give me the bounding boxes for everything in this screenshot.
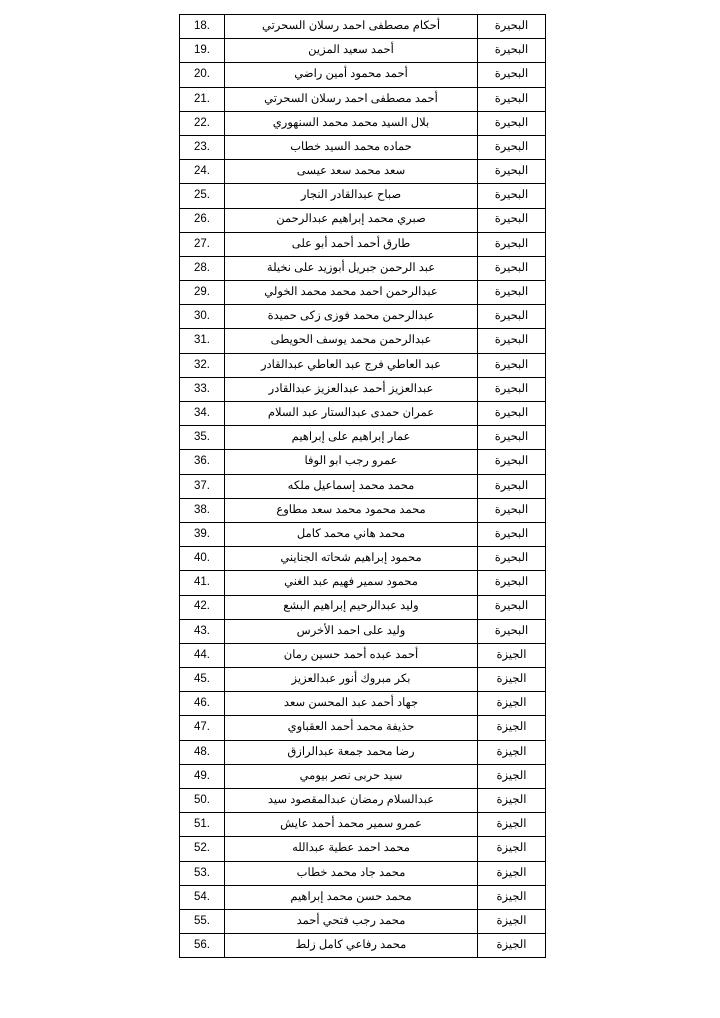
cell-number: 45. [180, 668, 225, 692]
cell-governorate: البحيرة [478, 63, 546, 87]
table-row [180, 909, 546, 933]
table-row [180, 87, 546, 111]
cell-name: سيد حربى نصر بيومي [225, 764, 478, 788]
cell-name: عبدالسلام رمضان عبدالمقصود سيد [225, 789, 478, 813]
table-row [180, 305, 546, 329]
table-row [180, 184, 546, 208]
table-row [180, 329, 546, 353]
cell-governorate: البحيرة [478, 377, 546, 401]
cell-number: 18. [180, 15, 225, 39]
cell-name: وليد على احمد الأخرس [225, 619, 478, 643]
table-row [180, 281, 546, 305]
cell-name: عبدالرحمن محمد يوسف الحويطى [225, 329, 478, 353]
cell-name: بكر مبروك أنور عبدالعزيز [225, 668, 478, 692]
cell-governorate: البحيرة [478, 184, 546, 208]
cell-name: أحمد سعيد المزين [225, 39, 478, 63]
cell-number: 20. [180, 63, 225, 87]
table-row [180, 522, 546, 546]
cell-name: محمد هاني محمد كامل [225, 522, 478, 546]
table-row [180, 547, 546, 571]
cell-governorate: الجيزة [478, 861, 546, 885]
cell-name: عبد العاطي فرج عبد العاطي عبدالقادر [225, 353, 478, 377]
table-row [180, 571, 546, 595]
cell-governorate: البحيرة [478, 353, 546, 377]
names-table-body [180, 15, 546, 958]
cell-name: محمد حسن محمد إبراهيم [225, 885, 478, 909]
cell-number: 39. [180, 522, 225, 546]
cell-name: عمرو سمير محمد أحمد عايش [225, 813, 478, 837]
cell-number: 33. [180, 377, 225, 401]
table-row [180, 63, 546, 87]
table-row [180, 861, 546, 885]
cell-name: أحمد مصطفى احمد رسلان السحرتي [225, 87, 478, 111]
table-row [180, 498, 546, 522]
cell-name: عبدالرحمن محمد فوزى زكى حميدة [225, 305, 478, 329]
cell-governorate: الجيزة [478, 909, 546, 933]
cell-number: 22. [180, 111, 225, 135]
cell-governorate: البحيرة [478, 111, 546, 135]
cell-name: صبري محمد إبراهيم عبدالرحمن [225, 208, 478, 232]
table-row [180, 208, 546, 232]
table-row [180, 813, 546, 837]
table-row [180, 619, 546, 643]
table-row [180, 934, 546, 958]
cell-number: 28. [180, 256, 225, 280]
cell-number: 50. [180, 789, 225, 813]
cell-name: جهاد أحمد عبد المحسن سعد [225, 692, 478, 716]
cell-governorate: البحيرة [478, 450, 546, 474]
cell-number: 37. [180, 474, 225, 498]
cell-governorate: البحيرة [478, 522, 546, 546]
cell-governorate: الجيزة [478, 934, 546, 958]
cell-name: رضا محمد جمعة عبدالرازق [225, 740, 478, 764]
cell-number: 40. [180, 547, 225, 571]
cell-governorate: البحيرة [478, 474, 546, 498]
cell-name: محمد احمد عطية عبدالله [225, 837, 478, 861]
cell-governorate: البحيرة [478, 329, 546, 353]
table-row [180, 426, 546, 450]
cell-name: محمود سمير فهيم عبد الغني [225, 571, 478, 595]
cell-number: 30. [180, 305, 225, 329]
cell-number: 26. [180, 208, 225, 232]
cell-number: 54. [180, 885, 225, 909]
cell-number: 52. [180, 837, 225, 861]
table-row [180, 643, 546, 667]
cell-governorate: البحيرة [478, 160, 546, 184]
cell-governorate: البحيرة [478, 305, 546, 329]
table-row [180, 668, 546, 692]
cell-number: 48. [180, 740, 225, 764]
table-row [180, 402, 546, 426]
cell-number: 43. [180, 619, 225, 643]
cell-name: حذيفة محمد أحمد العقباوي [225, 716, 478, 740]
table-row [180, 450, 546, 474]
table-row [180, 474, 546, 498]
table-row [180, 353, 546, 377]
cell-name: محمد محمد إسماعيل ملكه [225, 474, 478, 498]
table-row [180, 692, 546, 716]
cell-governorate: الجيزة [478, 885, 546, 909]
cell-name: وليد عبدالرحيم إبراهيم البشع [225, 595, 478, 619]
cell-name: أحكام مصطفى احمد رسلان السحرتي [225, 15, 478, 39]
table-row [180, 764, 546, 788]
cell-number: 35. [180, 426, 225, 450]
cell-name: محمد رفاعي كامل زلط [225, 934, 478, 958]
table-row [180, 111, 546, 135]
table-row [180, 595, 546, 619]
cell-number: 46. [180, 692, 225, 716]
cell-name: محمود إبراهيم شحاته الجنايني [225, 547, 478, 571]
cell-number: 32. [180, 353, 225, 377]
cell-governorate: الجيزة [478, 789, 546, 813]
cell-governorate: البحيرة [478, 571, 546, 595]
table-row [180, 256, 546, 280]
cell-name: محمد جاد محمد خطاب [225, 861, 478, 885]
table-row [180, 377, 546, 401]
cell-name: أحمد عبده أحمد حسين رمان [225, 643, 478, 667]
cell-governorate: الجيزة [478, 764, 546, 788]
cell-number: 56. [180, 934, 225, 958]
table-row [180, 135, 546, 159]
cell-governorate: البحيرة [478, 87, 546, 111]
cell-number: 55. [180, 909, 225, 933]
cell-name: عمران حمدى عبدالستار عبد السلام [225, 402, 478, 426]
cell-name: عبدالعزيز أحمد عبدالعزيز عبدالقادر [225, 377, 478, 401]
table-row [180, 15, 546, 39]
cell-number: 23. [180, 135, 225, 159]
cell-number: 34. [180, 402, 225, 426]
cell-governorate: الجيزة [478, 692, 546, 716]
table-row [180, 837, 546, 861]
cell-number: 49. [180, 764, 225, 788]
cell-number: 51. [180, 813, 225, 837]
cell-name: محمد رجب فتحي أحمد [225, 909, 478, 933]
cell-governorate: الجيزة [478, 813, 546, 837]
names-table [179, 14, 546, 958]
cell-governorate: البحيرة [478, 547, 546, 571]
cell-name: حماده محمد السيد خطاب [225, 135, 478, 159]
cell-governorate: البحيرة [478, 135, 546, 159]
cell-governorate: البحيرة [478, 498, 546, 522]
cell-governorate: البحيرة [478, 595, 546, 619]
cell-name: عبد الرحمن جبريل أبوزيد على نخيلة [225, 256, 478, 280]
cell-name: صباح عبدالقادر النجار [225, 184, 478, 208]
cell-name: عمار إبراهيم على إبراهيم [225, 426, 478, 450]
cell-governorate: البحيرة [478, 15, 546, 39]
cell-name: طارق أحمد أحمد أبو على [225, 232, 478, 256]
cell-name: عبدالرحمن احمد محمد محمد الخولي [225, 281, 478, 305]
cell-number: 36. [180, 450, 225, 474]
cell-number: 41. [180, 571, 225, 595]
cell-governorate: الجيزة [478, 643, 546, 667]
cell-governorate: الجيزة [478, 668, 546, 692]
cell-governorate: الجيزة [478, 837, 546, 861]
cell-name: عمرو رجب ابو الوفا [225, 450, 478, 474]
cell-governorate: البحيرة [478, 39, 546, 63]
cell-name: محمد محمود محمد سعد مطاوع [225, 498, 478, 522]
cell-number: 19. [180, 39, 225, 63]
cell-number: 53. [180, 861, 225, 885]
names-table-container [183, 14, 546, 958]
cell-name: أحمد محمود أمين راضي [225, 63, 478, 87]
table-row [180, 232, 546, 256]
table-row [180, 789, 546, 813]
cell-governorate: البحيرة [478, 232, 546, 256]
cell-governorate: البحيرة [478, 208, 546, 232]
table-row [180, 740, 546, 764]
cell-governorate: الجيزة [478, 740, 546, 764]
cell-number: 27. [180, 232, 225, 256]
table-row [180, 39, 546, 63]
cell-number: 31. [180, 329, 225, 353]
cell-number: 44. [180, 643, 225, 667]
cell-governorate: الجيزة [478, 716, 546, 740]
table-row [180, 716, 546, 740]
cell-name: بلال السيد محمد محمد السنهوري [225, 111, 478, 135]
cell-governorate: البحيرة [478, 256, 546, 280]
table-row [180, 160, 546, 184]
cell-governorate: البحيرة [478, 281, 546, 305]
cell-governorate: البحيرة [478, 426, 546, 450]
cell-number: 42. [180, 595, 225, 619]
cell-number: 38. [180, 498, 225, 522]
cell-governorate: البحيرة [478, 619, 546, 643]
table-row [180, 885, 546, 909]
cell-number: 24. [180, 160, 225, 184]
cell-number: 21. [180, 87, 225, 111]
cell-governorate: البحيرة [478, 402, 546, 426]
cell-number: 29. [180, 281, 225, 305]
cell-number: 47. [180, 716, 225, 740]
cell-number: 25. [180, 184, 225, 208]
cell-name: سعد محمد سعد عيسى [225, 160, 478, 184]
